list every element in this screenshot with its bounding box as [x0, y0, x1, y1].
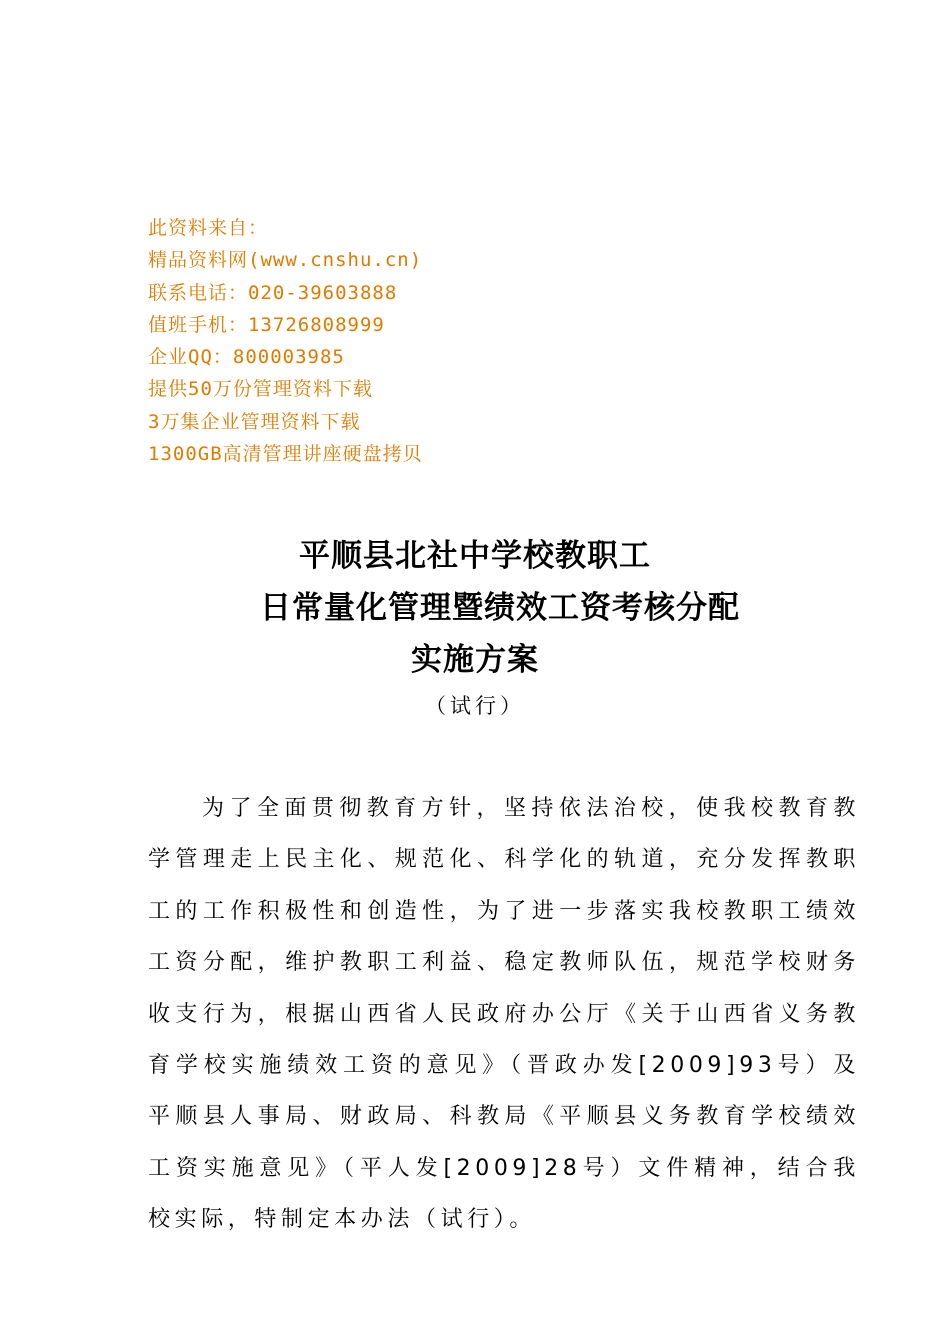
source-info-line: 提供50万份管理资料下载	[148, 378, 373, 401]
document-subtitle: （试行）	[425, 694, 525, 718]
document-title-line: 平顺县北社中学校教职工	[299, 538, 651, 574]
source-info-line: 企业QQ：800003985	[148, 346, 345, 369]
document-title-block	[0, 530, 950, 726]
source-info-block	[148, 212, 748, 470]
document-title-line: 日常量化管理暨绩效工资考核分配	[260, 590, 740, 626]
source-info-line: 1300GB高清管理讲座硬盘拷贝	[148, 443, 423, 466]
source-info-line: 精品资料网(www.cnshu.cn)	[148, 249, 423, 272]
source-info-line: 3万集企业管理资料下载	[148, 410, 361, 433]
source-info-line: 值班手机：13726808999	[148, 313, 385, 336]
document-title-line: 实施方案	[411, 642, 539, 678]
intro-paragraph: 为了全面贯彻教育方针，坚持依法治校，使我校教育教学管理走上民主化、规范化、科学化的轨道，充分发挥教职工的工作积极性和创造性，为了进一步落实我校教职工绩效工资分配，维护教职工利益、稳定教师队伍，规范学校财务收支行为，根据山西省人民政府办公厅《关于山西省义务教育学校实施绩效工资的意见》（晋政办发[2009]93号）及平顺县人事局、财政局、科教局《平顺县义务教育学校绩效工资实施意见》（平人发[2009]28号）文件精神，结合我校实际，特制定本办法（试行）。	[148, 796, 860, 1233]
source-info-line: 此资料来自：	[148, 217, 269, 239]
source-info-line: 联系电话：020-39603888	[148, 281, 398, 304]
